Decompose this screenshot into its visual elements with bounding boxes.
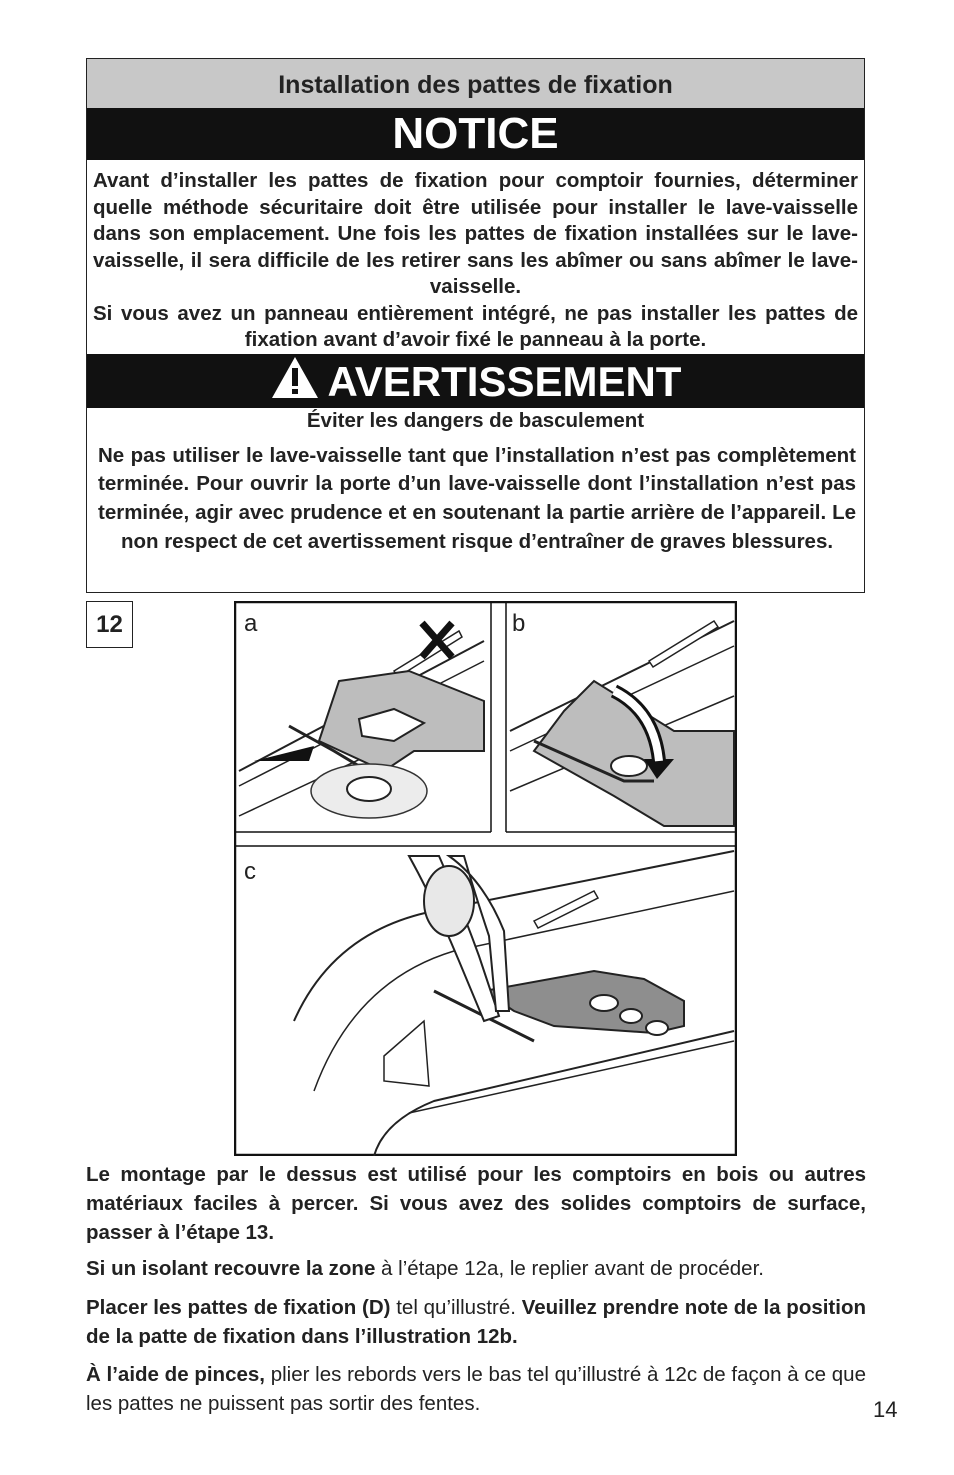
- notice-text-2: Si vous avez un panneau entièrement intégré, ne pas installer les pattes de fixation avant d’avoir fixé le panneau à la porte.: [93, 301, 858, 351]
- warning-subtitle: Éviter les dangers de basculement: [306, 408, 645, 432]
- safety-box: [86, 58, 865, 593]
- warning-text: Ne pas utiliser le lave-vaisselle tant que l’installation n’est pas complètement terminée. Pour ouvrir la porte d’un lave-vaisselle dont l’installation n’est pas terminée, agir avec prudence et en soutenant la partie arrière de l’appareil. Le non respect de cet avertissement risque d’entraîner de graves blessures.: [98, 443, 856, 553]
- page-number: 14: [873, 1397, 898, 1422]
- step-number: 12: [86, 601, 133, 648]
- instruction-3-mid: tel qu’illustré.: [390, 1296, 522, 1319]
- instruction-4-bold: À l’aide de pinces,: [86, 1363, 265, 1386]
- warning-triangle-icon: [270, 354, 320, 400]
- warning-title: AVERTISSEMENT: [327, 357, 682, 405]
- instruction-3-bold-2: Veuillez prendre note de la position de la patte de fixation dans l’illustration 12b.: [86, 1296, 867, 1348]
- instruction-2: [86, 1254, 866, 1283]
- instruction-3-bold-1: Placer les pattes de fixation (D): [86, 1296, 391, 1319]
- panel-b-label: b: [512, 610, 526, 637]
- panel-a-label: a: [244, 610, 258, 637]
- notice-title: NOTICE: [87, 108, 864, 160]
- instruction-2-rest: à l’étape 12a, le replier avant de procéder.: [375, 1257, 764, 1280]
- notice-text-1: Avant d’installer les pattes de fixation pour comptoir fournies, déterminer quelle méthode sécuritaire doit être utilisée pour installer le lave-vaisselle dans son emplacement. Une fois les pattes de fixation installées sur le lave-vaisselle, il sera difficile de les retirer sans les abîmer ou sans abîmer le lave-vaisselle.: [93, 169, 858, 298]
- warning-bar: [87, 354, 864, 408]
- instruction-1: [86, 1160, 866, 1247]
- panel-c-label: c: [244, 858, 256, 885]
- instruction-4-rest: plier les rebords vers le bas tel qu’illustré à 12c de façon à ce que les pattes ne puissent pas sortir des fentes.: [86, 1363, 866, 1415]
- section-title: Installation des pattes de fixation: [87, 59, 864, 108]
- instruction-4: [86, 1360, 866, 1418]
- instruction-3: [86, 1293, 866, 1351]
- instruction-2-bold: Si un isolant recouvre la zone: [86, 1257, 376, 1280]
- installation-figure: [234, 601, 737, 1156]
- instruction-1-text: Le montage par le dessus est utilisé pour les comptoirs en bois ou autres matériaux faciles à percer. Si vous avez des solides comptoirs de surface, passer à l’étape 13.: [86, 1163, 866, 1244]
